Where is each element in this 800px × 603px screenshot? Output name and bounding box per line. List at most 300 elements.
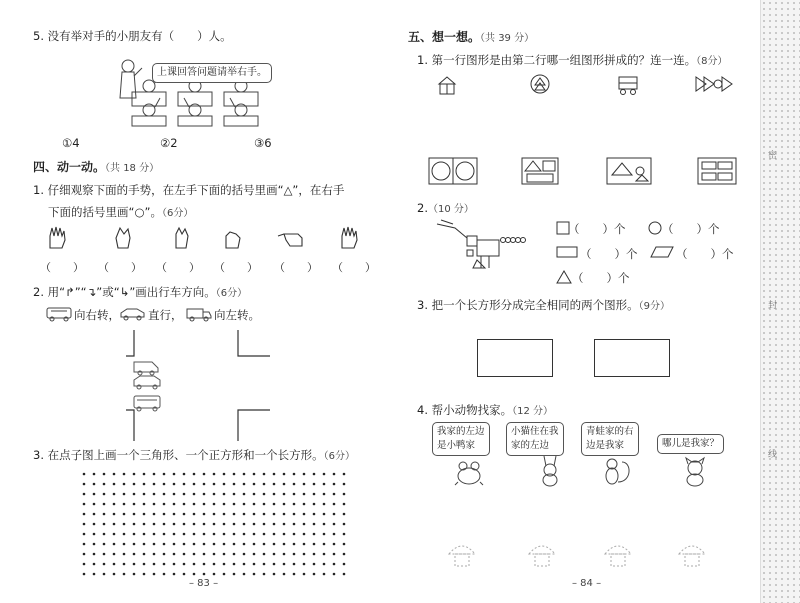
count-triangle[interactable]: （ ）个 — [572, 271, 630, 285]
grid-dot[interactable] — [283, 533, 286, 536]
grid-dot[interactable] — [283, 523, 286, 526]
grid-dot[interactable] — [223, 473, 226, 476]
grid-dot[interactable] — [183, 553, 186, 556]
grid-dot[interactable] — [153, 533, 156, 536]
grid-dot[interactable] — [163, 573, 166, 576]
grid-dot[interactable] — [123, 553, 126, 556]
grid-dot[interactable] — [333, 523, 336, 526]
grid-dot[interactable] — [153, 493, 156, 496]
grid-dot[interactable] — [83, 523, 86, 526]
grid-dot[interactable] — [303, 473, 306, 476]
grid-dot[interactable] — [283, 543, 286, 546]
gesture-paren-2[interactable]: （ ） — [98, 261, 142, 274]
grid-dot[interactable] — [323, 573, 326, 576]
grid-dot[interactable] — [303, 573, 306, 576]
grid-dot[interactable] — [113, 563, 116, 566]
grid-dot[interactable] — [233, 543, 236, 546]
grid-dot[interactable] — [223, 563, 226, 566]
count-rectangle[interactable]: （ ）个 — [580, 247, 638, 261]
grid-dot[interactable] — [103, 523, 106, 526]
grid-dot[interactable] — [103, 533, 106, 536]
grid-dot[interactable] — [233, 513, 236, 516]
gesture-paren-4[interactable]: （ ） — [214, 261, 258, 274]
grid-dot[interactable] — [263, 523, 266, 526]
grid-dot[interactable] — [283, 493, 286, 496]
gesture-paren-6[interactable]: （ ） — [332, 261, 376, 274]
grid-dot[interactable] — [83, 483, 86, 486]
grid-dot[interactable] — [223, 483, 226, 486]
grid-dot[interactable] — [93, 543, 96, 546]
grid-dot[interactable] — [103, 553, 106, 556]
grid-dot[interactable] — [213, 503, 216, 506]
grid-dot[interactable] — [263, 473, 266, 476]
grid-dot[interactable] — [193, 533, 196, 536]
grid-dot[interactable] — [263, 533, 266, 536]
grid-dot[interactable] — [123, 543, 126, 546]
count-square[interactable]: （ ）个 — [568, 222, 626, 236]
grid-dot[interactable] — [323, 493, 326, 496]
grid-dot[interactable] — [203, 523, 206, 526]
grid-dot[interactable] — [273, 563, 276, 566]
grid-dot[interactable] — [253, 523, 256, 526]
grid-dot[interactable] — [313, 563, 316, 566]
grid-dot[interactable] — [143, 543, 146, 546]
grid-dot[interactable] — [233, 523, 236, 526]
grid-dot[interactable] — [253, 473, 256, 476]
grid-dot[interactable] — [183, 563, 186, 566]
grid-dot[interactable] — [163, 483, 166, 486]
grid-dot[interactable] — [293, 573, 296, 576]
grid-dot[interactable] — [343, 573, 346, 576]
grid-dot[interactable] — [293, 543, 296, 546]
grid-dot[interactable] — [93, 523, 96, 526]
grid-dot[interactable] — [203, 553, 206, 556]
grid-dot[interactable] — [263, 573, 266, 576]
grid-dot[interactable] — [173, 523, 176, 526]
grid-dot[interactable] — [293, 533, 296, 536]
grid-dot[interactable] — [113, 503, 116, 506]
grid-dot[interactable] — [163, 563, 166, 566]
grid-dot[interactable] — [93, 573, 96, 576]
grid-dot[interactable] — [313, 513, 316, 516]
grid-dot[interactable] — [273, 473, 276, 476]
grid-dot[interactable] — [333, 493, 336, 496]
grid-dot[interactable] — [243, 553, 246, 556]
grid-dot[interactable] — [193, 563, 196, 566]
grid-dot[interactable] — [133, 513, 136, 516]
grid-dot[interactable] — [133, 473, 136, 476]
grid-dot[interactable] — [123, 493, 126, 496]
grid-dot[interactable] — [343, 503, 346, 506]
grid-dot[interactable] — [203, 503, 206, 506]
grid-dot[interactable] — [323, 523, 326, 526]
grid-dot[interactable] — [83, 513, 86, 516]
grid-dot[interactable] — [203, 573, 206, 576]
grid-dot[interactable] — [193, 493, 196, 496]
grid-dot[interactable] — [213, 493, 216, 496]
grid-dot[interactable] — [133, 503, 136, 506]
grid-dot[interactable] — [163, 473, 166, 476]
grid-dot[interactable] — [233, 493, 236, 496]
grid-dot[interactable] — [323, 533, 326, 536]
grid-dot[interactable] — [123, 523, 126, 526]
gesture-paren-5[interactable]: （ ） — [274, 261, 318, 274]
grid-dot[interactable] — [323, 483, 326, 486]
grid-dot[interactable] — [83, 493, 86, 496]
grid-dot[interactable] — [293, 483, 296, 486]
grid-dot[interactable] — [253, 553, 256, 556]
grid-dot[interactable] — [243, 483, 246, 486]
grid-dot[interactable] — [143, 493, 146, 496]
rectangle-1[interactable] — [477, 339, 553, 377]
grid-dot[interactable] — [223, 533, 226, 536]
grid-dot[interactable] — [273, 513, 276, 516]
grid-dot[interactable] — [253, 503, 256, 506]
grid-dot[interactable] — [163, 523, 166, 526]
grid-dot[interactable] — [123, 503, 126, 506]
grid-dot[interactable] — [93, 483, 96, 486]
grid-dot[interactable] — [303, 543, 306, 546]
grid-dot[interactable] — [213, 533, 216, 536]
grid-dot[interactable] — [143, 503, 146, 506]
grid-dot[interactable] — [313, 553, 316, 556]
grid-dot[interactable] — [333, 513, 336, 516]
grid-dot[interactable] — [173, 543, 176, 546]
grid-dot[interactable] — [133, 573, 136, 576]
grid-dot[interactable] — [293, 513, 296, 516]
grid-dot[interactable] — [283, 553, 286, 556]
grid-dot[interactable] — [123, 513, 126, 516]
grid-dot[interactable] — [233, 483, 236, 486]
grid-dot[interactable] — [83, 573, 86, 576]
grid-dot[interactable] — [93, 553, 96, 556]
grid-dot[interactable] — [93, 493, 96, 496]
grid-dot[interactable] — [193, 543, 196, 546]
gesture-paren-1[interactable]: （ ） — [40, 261, 84, 274]
grid-dot[interactable] — [133, 523, 136, 526]
rectangle-2[interactable] — [594, 339, 670, 377]
grid-dot[interactable] — [333, 483, 336, 486]
grid-dot[interactable] — [173, 573, 176, 576]
grid-dot[interactable] — [183, 473, 186, 476]
grid-dot[interactable] — [103, 573, 106, 576]
grid-dot[interactable] — [183, 543, 186, 546]
grid-dot[interactable] — [223, 523, 226, 526]
grid-dot[interactable] — [83, 533, 86, 536]
grid-dot[interactable] — [93, 563, 96, 566]
grid-dot[interactable] — [293, 473, 296, 476]
grid-dot[interactable] — [323, 503, 326, 506]
grid-dot[interactable] — [143, 483, 146, 486]
grid-dot[interactable] — [113, 523, 116, 526]
grid-dot[interactable] — [273, 533, 276, 536]
grid-dot[interactable] — [283, 473, 286, 476]
grid-dot[interactable] — [233, 473, 236, 476]
grid-dot[interactable] — [313, 483, 316, 486]
grid-dot[interactable] — [313, 533, 316, 536]
grid-dot[interactable] — [143, 563, 146, 566]
grid-dot[interactable] — [173, 483, 176, 486]
grid-dot[interactable] — [253, 573, 256, 576]
grid-dot[interactable] — [113, 483, 116, 486]
grid-dot[interactable] — [173, 553, 176, 556]
grid-dot[interactable] — [343, 543, 346, 546]
grid-dot[interactable] — [213, 573, 216, 576]
grid-dot[interactable] — [183, 523, 186, 526]
grid-dot[interactable] — [183, 573, 186, 576]
grid-dot[interactable] — [273, 493, 276, 496]
grid-dot[interactable] — [203, 543, 206, 546]
grid-dot[interactable] — [263, 543, 266, 546]
grid-dot[interactable] — [283, 503, 286, 506]
grid-dot[interactable] — [213, 513, 216, 516]
grid-dot[interactable] — [83, 563, 86, 566]
grid-dot[interactable] — [153, 513, 156, 516]
grid-dot[interactable] — [253, 483, 256, 486]
grid-dot[interactable] — [93, 533, 96, 536]
grid-dot[interactable] — [323, 473, 326, 476]
grid-dot[interactable] — [323, 513, 326, 516]
grid-dot[interactable] — [313, 523, 316, 526]
grid-dot[interactable] — [123, 483, 126, 486]
grid-dot[interactable] — [153, 543, 156, 546]
grid-dot[interactable] — [113, 533, 116, 536]
grid-dot[interactable] — [213, 523, 216, 526]
grid-dot[interactable] — [153, 483, 156, 486]
grid-dot[interactable] — [113, 553, 116, 556]
grid-dot[interactable] — [333, 553, 336, 556]
grid-dot[interactable] — [163, 533, 166, 536]
grid-dot[interactable] — [173, 533, 176, 536]
grid-dot[interactable] — [273, 573, 276, 576]
grid-dot[interactable] — [273, 503, 276, 506]
grid-dot[interactable] — [203, 533, 206, 536]
grid-dot[interactable] — [343, 493, 346, 496]
grid-dot[interactable] — [253, 543, 256, 546]
grid-dot[interactable] — [83, 503, 86, 506]
grid-dot[interactable] — [103, 513, 106, 516]
grid-dot[interactable] — [93, 503, 96, 506]
grid-dot[interactable] — [263, 553, 266, 556]
grid-dot[interactable] — [93, 513, 96, 516]
grid-dot[interactable] — [173, 563, 176, 566]
grid-dot[interactable] — [243, 573, 246, 576]
grid-dot[interactable] — [193, 513, 196, 516]
grid-dot[interactable] — [313, 573, 316, 576]
grid-dot[interactable] — [333, 533, 336, 536]
grid-dot[interactable] — [113, 543, 116, 546]
grid-dot[interactable] — [283, 513, 286, 516]
grid-dot[interactable] — [163, 513, 166, 516]
grid-dot[interactable] — [113, 493, 116, 496]
grid-dot[interactable] — [123, 533, 126, 536]
grid-dot[interactable] — [193, 473, 196, 476]
grid-dot[interactable] — [113, 473, 116, 476]
grid-dot[interactable] — [283, 483, 286, 486]
grid-dot[interactable] — [213, 543, 216, 546]
grid-dot[interactable] — [333, 473, 336, 476]
grid-dot[interactable] — [273, 483, 276, 486]
grid-dot[interactable] — [313, 503, 316, 506]
grid-dot[interactable] — [323, 553, 326, 556]
grid-dot[interactable] — [293, 503, 296, 506]
grid-dot[interactable] — [333, 543, 336, 546]
grid-dot[interactable] — [213, 563, 216, 566]
grid-dot[interactable] — [343, 513, 346, 516]
grid-dot[interactable] — [203, 473, 206, 476]
grid-dot[interactable] — [303, 513, 306, 516]
grid-dot[interactable] — [343, 533, 346, 536]
grid-dot[interactable] — [103, 483, 106, 486]
grid-dot[interactable] — [273, 553, 276, 556]
grid-dot[interactable] — [183, 513, 186, 516]
grid-dot[interactable] — [283, 563, 286, 566]
grid-dot[interactable] — [293, 553, 296, 556]
grid-dot[interactable] — [143, 523, 146, 526]
grid-dot[interactable] — [263, 563, 266, 566]
grid-dot[interactable] — [293, 523, 296, 526]
grid-dot[interactable] — [163, 553, 166, 556]
grid-dot[interactable] — [93, 473, 96, 476]
grid-dot[interactable] — [333, 573, 336, 576]
grid-dot[interactable] — [213, 473, 216, 476]
grid-dot[interactable] — [213, 553, 216, 556]
grid-dot[interactable] — [323, 543, 326, 546]
grid-dot[interactable] — [103, 473, 106, 476]
grid-dot[interactable] — [243, 513, 246, 516]
count-parallelogram[interactable]: （ ）个 — [676, 247, 734, 261]
grid-dot[interactable] — [143, 573, 146, 576]
grid-dot[interactable] — [83, 553, 86, 556]
grid-dot[interactable] — [303, 563, 306, 566]
grid-dot[interactable] — [263, 493, 266, 496]
grid-dot[interactable] — [133, 553, 136, 556]
grid-dot[interactable] — [153, 503, 156, 506]
grid-dot[interactable] — [343, 553, 346, 556]
grid-dot[interactable] — [273, 523, 276, 526]
grid-dot[interactable] — [203, 513, 206, 516]
grid-dot[interactable] — [153, 563, 156, 566]
grid-dot[interactable] — [323, 563, 326, 566]
grid-dot[interactable] — [223, 573, 226, 576]
grid-dot[interactable] — [123, 473, 126, 476]
grid-dot[interactable] — [263, 503, 266, 506]
grid-dot[interactable] — [273, 543, 276, 546]
grid-dot[interactable] — [103, 543, 106, 546]
grid-dot[interactable] — [253, 513, 256, 516]
grid-dot[interactable] — [143, 533, 146, 536]
grid-dot[interactable] — [173, 493, 176, 496]
grid-dot[interactable] — [263, 483, 266, 486]
grid-dot[interactable] — [203, 483, 206, 486]
grid-dot[interactable] — [343, 483, 346, 486]
grid-dot[interactable] — [183, 503, 186, 506]
grid-dot[interactable] — [173, 473, 176, 476]
grid-dot[interactable] — [183, 533, 186, 536]
grid-dot[interactable] — [213, 483, 216, 486]
grid-dot[interactable] — [223, 543, 226, 546]
grid-dot[interactable] — [143, 553, 146, 556]
grid-dot[interactable] — [223, 553, 226, 556]
grid-dot[interactable] — [183, 483, 186, 486]
grid-dot[interactable] — [223, 503, 226, 506]
grid-dot[interactable] — [133, 483, 136, 486]
grid-dot[interactable] — [153, 553, 156, 556]
grid-dot[interactable] — [333, 563, 336, 566]
grid-dot[interactable] — [233, 563, 236, 566]
grid-dot[interactable] — [243, 473, 246, 476]
grid-dot[interactable] — [243, 523, 246, 526]
grid-dot[interactable] — [243, 543, 246, 546]
grid-dot[interactable] — [133, 493, 136, 496]
grid-dot[interactable] — [293, 493, 296, 496]
grid-dot[interactable] — [303, 503, 306, 506]
grid-dot[interactable] — [243, 493, 246, 496]
grid-dot[interactable] — [303, 553, 306, 556]
grid-dot[interactable] — [163, 543, 166, 546]
grid-dot[interactable] — [193, 503, 196, 506]
grid-dot[interactable] — [303, 483, 306, 486]
grid-dot[interactable] — [203, 563, 206, 566]
grid-dot[interactable] — [253, 533, 256, 536]
grid-dot[interactable] — [113, 573, 116, 576]
grid-dot[interactable] — [333, 503, 336, 506]
grid-dot[interactable] — [303, 523, 306, 526]
grid-dot[interactable] — [173, 513, 176, 516]
gesture-paren-3[interactable]: （ ） — [156, 261, 200, 274]
grid-dot[interactable] — [343, 473, 346, 476]
grid-dot[interactable] — [243, 533, 246, 536]
grid-dot[interactable] — [303, 533, 306, 536]
grid-dot[interactable] — [193, 523, 196, 526]
grid-dot[interactable] — [103, 493, 106, 496]
grid-dot[interactable] — [253, 493, 256, 496]
grid-dot[interactable] — [163, 493, 166, 496]
grid-dot[interactable] — [153, 573, 156, 576]
grid-dot[interactable] — [313, 543, 316, 546]
grid-dot[interactable] — [283, 573, 286, 576]
grid-dot[interactable] — [103, 503, 106, 506]
grid-dot[interactable] — [313, 473, 316, 476]
count-circle[interactable]: （ ）个 — [662, 222, 720, 236]
grid-dot[interactable] — [253, 563, 256, 566]
grid-dot[interactable] — [143, 513, 146, 516]
grid-dot[interactable] — [343, 563, 346, 566]
grid-dot[interactable] — [153, 473, 156, 476]
grid-dot[interactable] — [303, 493, 306, 496]
grid-dot[interactable] — [313, 493, 316, 496]
grid-dot[interactable] — [343, 523, 346, 526]
grid-dot[interactable] — [233, 533, 236, 536]
grid-dot[interactable] — [83, 473, 86, 476]
grid-dot[interactable] — [263, 513, 266, 516]
grid-dot[interactable] — [123, 573, 126, 576]
grid-dot[interactable] — [243, 563, 246, 566]
grid-dot[interactable] — [133, 543, 136, 546]
grid-dot[interactable] — [223, 513, 226, 516]
grid-dot[interactable] — [183, 493, 186, 496]
grid-dot[interactable] — [233, 573, 236, 576]
grid-dot[interactable] — [103, 563, 106, 566]
grid-dot[interactable] — [293, 563, 296, 566]
grid-dot[interactable] — [223, 493, 226, 496]
grid-dot[interactable] — [193, 483, 196, 486]
grid-dot[interactable] — [173, 503, 176, 506]
grid-dot[interactable] — [233, 503, 236, 506]
grid-dot[interactable] — [133, 533, 136, 536]
grid-dot[interactable] — [233, 553, 236, 556]
grid-dot[interactable] — [83, 543, 86, 546]
